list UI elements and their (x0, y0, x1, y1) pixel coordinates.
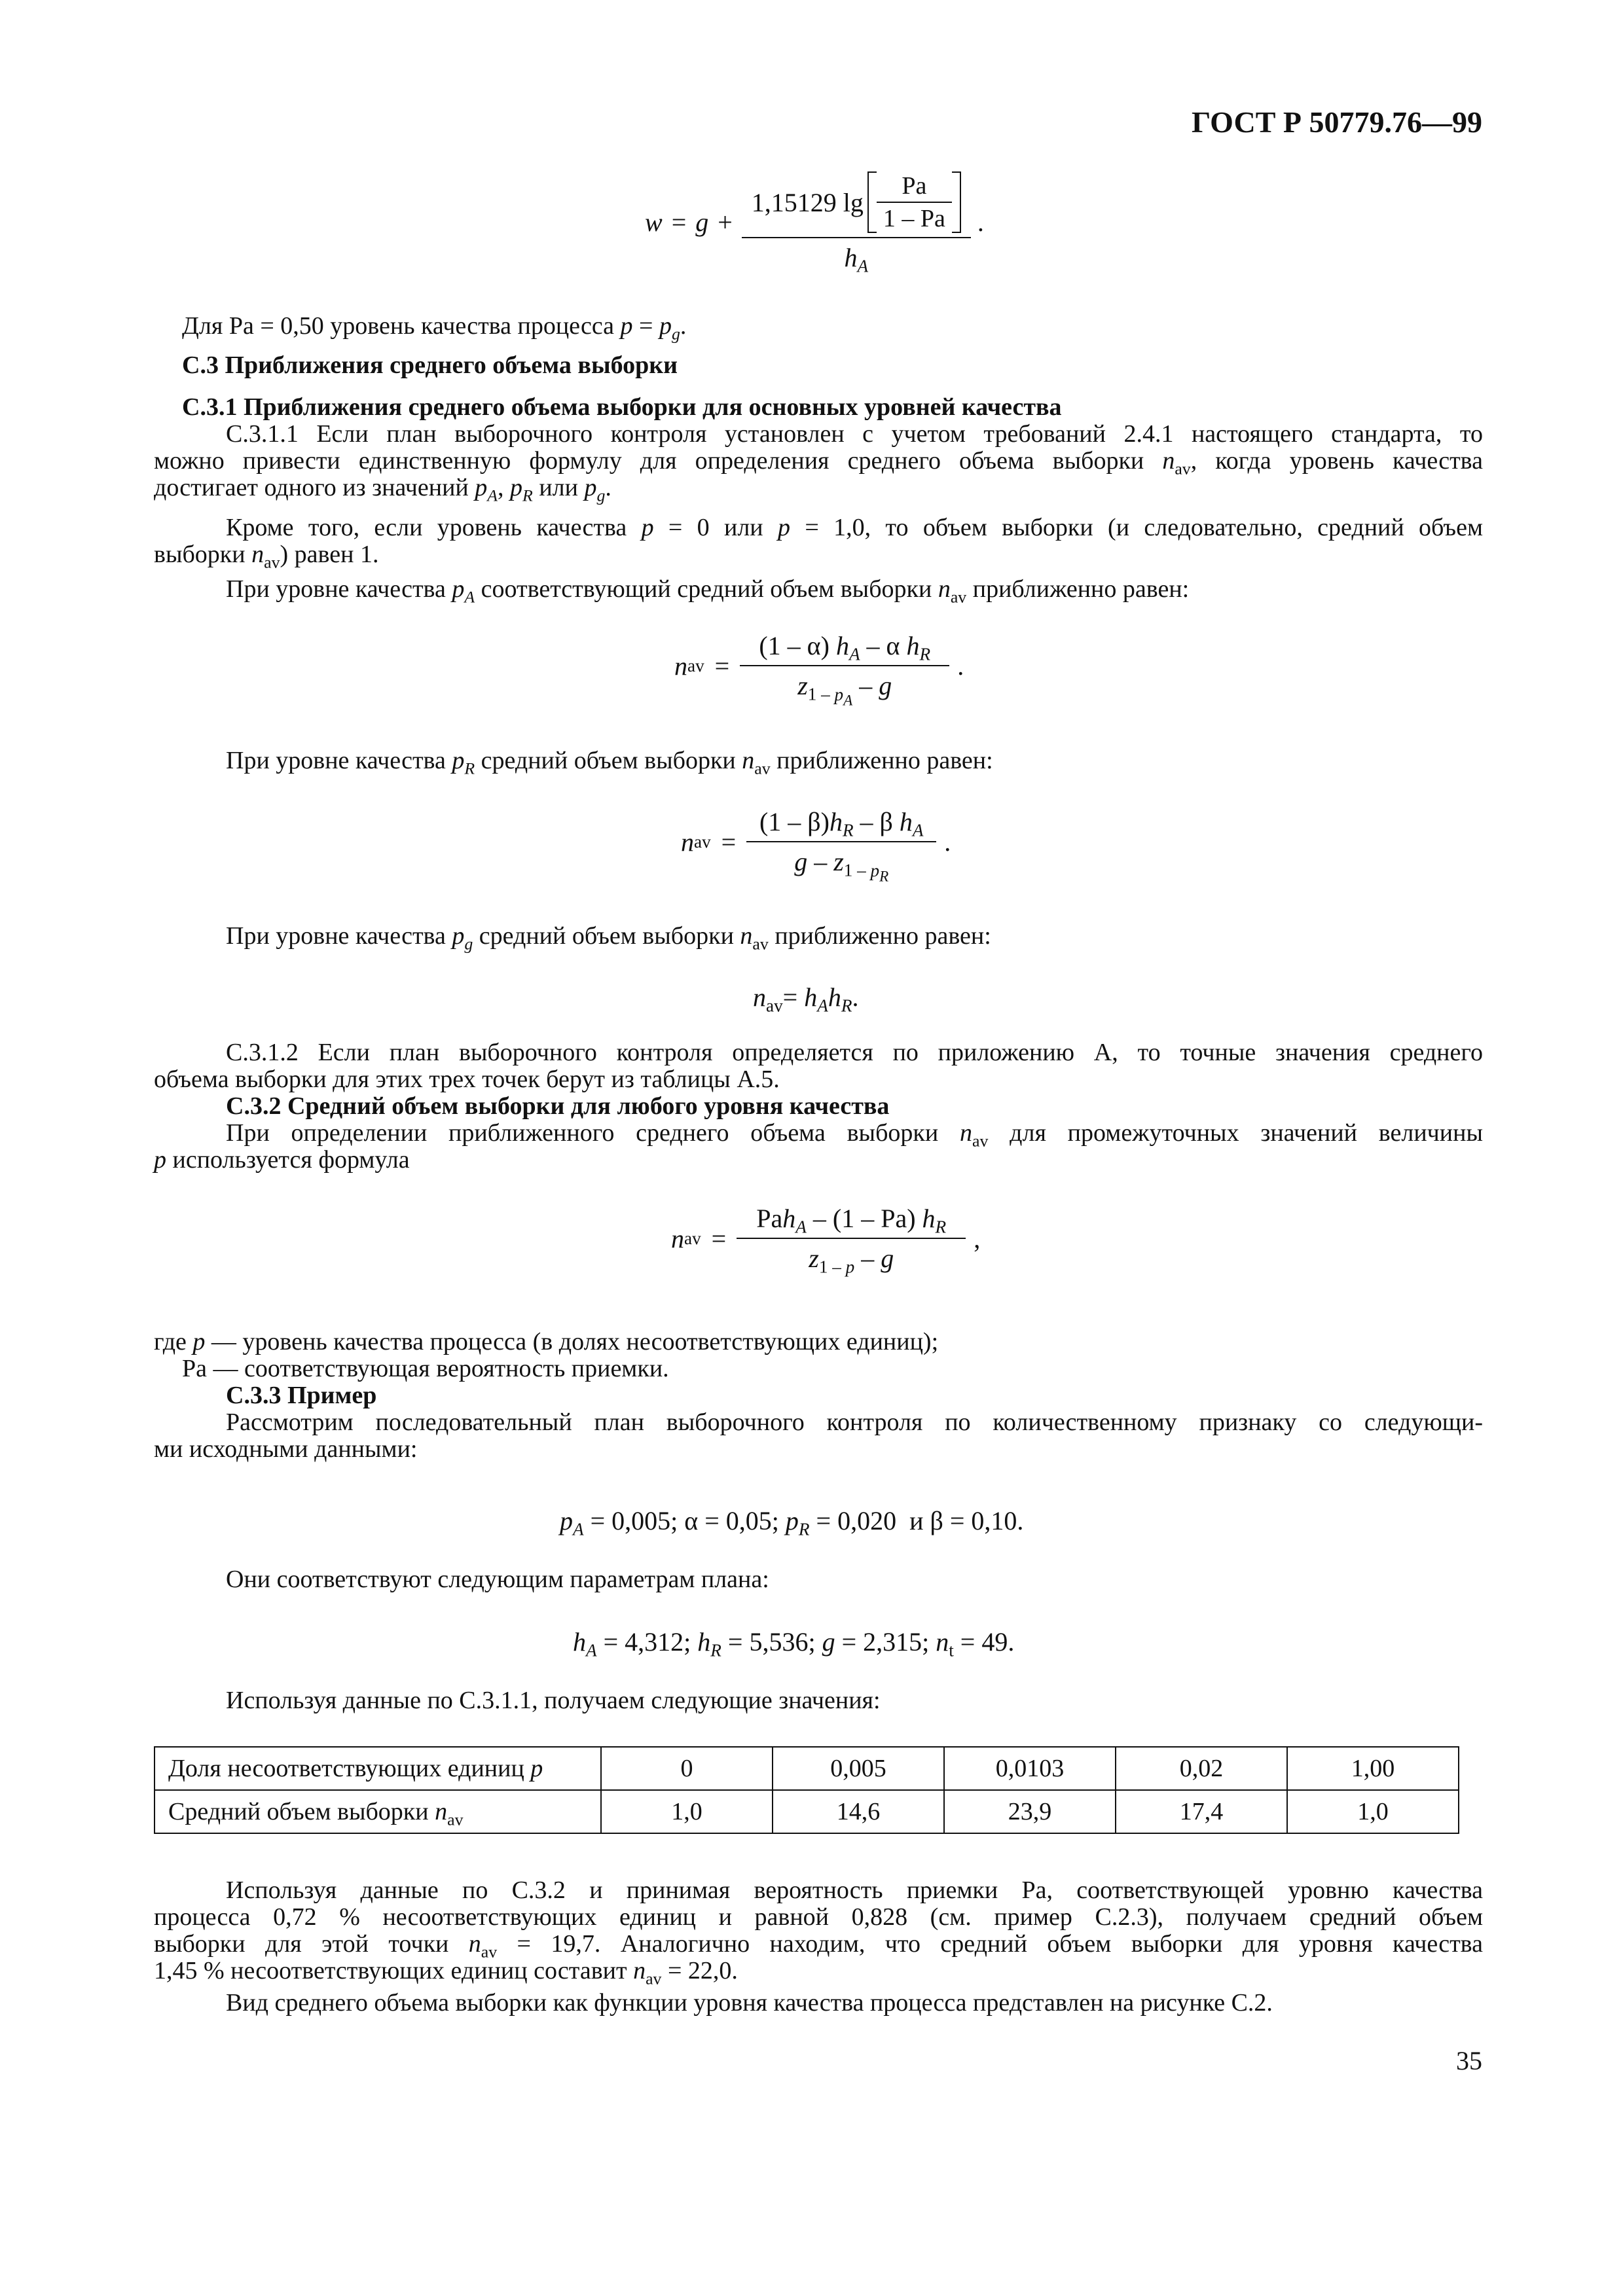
section-c32-title: С.3.2 Средний объем выборки для любого уровня качества (226, 1092, 890, 1120)
example-line1: Рассмотрим последовательный план выборочного контроля по количественному признаку со следующи- (226, 1408, 1483, 1436)
figure-reference: Вид среднего объема выборки как функции уровня качества процесса представлен на рисунке С.2. (226, 1989, 1273, 2017)
pa-note: Для Pa = 0,50 уровень качества процесса $p = p_g$. (182, 312, 687, 344)
final-line1: Используя данные по С.3.2 и принимая вероятность приемки Pa, соответствующей уровню качества (226, 1876, 1483, 1904)
formula-nav-pr: n av = $\frac{(1 - \beta)h_R - \beta h_A}{g - z_{1 - p_R}}$ . (681, 807, 951, 886)
formula-example-params: $h_A = 4,312$; $h_R = 5,536$; g = 2,315; $n_t = 49$. (573, 1627, 1015, 1660)
example-line2: ми исходными данными: (154, 1435, 418, 1463)
table-cell: 1,0 (1287, 1790, 1459, 1833)
pg-level-text: При уровне качества $p_g$ средний объем выборки $n_{av}$ приближенно равен: (226, 922, 991, 954)
section-c3-title: С.3 Приближения среднего объема выборки (182, 351, 678, 379)
pa-level-text: При уровне качества $p_A$ соответствующий средний объем выборки $n_{av}$ приближенно равен: (226, 575, 1190, 607)
formula-nav-pg: $n_{av}= h_Ah_R$. (753, 982, 859, 1016)
results-table (154, 1746, 1459, 1834)
final-line4: 1,45 % несоответствующих единиц составит $n_{av} = 22,0$. (154, 1957, 738, 1988)
c32-line2: p используется формула (154, 1146, 410, 1174)
table-row-quality (155, 1747, 1459, 1790)
params-intro: Они соответствуют следующим параметрам плана: (226, 1566, 769, 1593)
page-number: 35 (1456, 2046, 1482, 2075)
section-c31-title: С.3.1 Приближения среднего объема выборки для основных уровней качества (182, 393, 1062, 421)
formula-nav-pa: n av = $\frac{(1 - \alpha) h_A - \alpha h_R}{z_{1 - p_A} - g}$ . (674, 631, 964, 709)
final-line2: процесса 0,72 % несоответствующих единиц и равной 0,828 (см. пример С.2.3), получаем средний объем (154, 1903, 1483, 1931)
c311-line2: можно привести единственную формулу для определения среднего объема выборки $n_{av}$, когда уровень качества (154, 447, 1483, 478)
using-data-text: Используя данные по С.3.1.1, получаем следующие значения: (226, 1687, 881, 1714)
formula-nav-general: n av = $\frac{Pah_A - (1 - Pa) h_R}{z_{1 - p} - g}$ , (671, 1204, 981, 1277)
table-row-sample-size (155, 1790, 1459, 1833)
c32-line1: При определении приближенного среднего объема выборки $n_{av}$ для промежуточных значений величины (226, 1119, 1483, 1151)
where-p: где p — уровень качества процесса (в долях несоответствующих единиц); (154, 1328, 939, 1355)
c312-line1: С.3.1.2 Если план выборочного контроля определяется по приложению А, то точные значения среднего (226, 1039, 1483, 1066)
formula-example-input: $p_A = 0,005$; α = 0,05; $p_R = 0,020$ и β = 0,10. (560, 1506, 1024, 1539)
table-cell: 17,4 (1116, 1790, 1287, 1833)
table-cell: 1,0 (601, 1790, 773, 1833)
table-cell: 0,02 (1116, 1747, 1287, 1790)
pr-level-text: При уровне качества $p_R$ средний объем выборки $n_{av}$ приближенно равен: (226, 747, 993, 778)
table-cell: 23,9 (944, 1790, 1116, 1833)
c312-line2: объема выборки для этих трех точек берут из таблицы А.5. (154, 1066, 780, 1093)
c311-line1: С.3.1.1 Если план выборочного контроля установлен с учетом требований 2.4.1 настоящего стандарта, то (226, 420, 1483, 448)
table-cell: 0,0103 (944, 1747, 1116, 1790)
table-cell: 0,005 (773, 1747, 944, 1790)
also-line2: выборки $n_{av}$) равен 1. (154, 541, 379, 572)
table-cell: 0 (601, 1747, 773, 1790)
formula-w: w = g + 1,15129 lg $\frac{Pa}{1 - Pa}$ $h_A$ . (645, 172, 984, 276)
final-line3: выборки для этой точки $n_{av} = 19,7$. Аналогично находим, что средний объем выборки для уровня качества (154, 1930, 1483, 1962)
c311-line3: достигает одного из значений $p_A$, $p_R$ или $p_g$. (154, 474, 611, 505)
table-cell: 1,00 (1287, 1747, 1459, 1790)
row-label-quality: Доля несоответствующих единиц p (155, 1747, 601, 1790)
also-line1: Кроме того, если уровень качества p = 0 или p = 1,0, то объем выборки (и следовательно, средний объем (226, 514, 1483, 541)
section-c33-title: С.3.3 Пример (226, 1382, 377, 1409)
document-code: ГОСТ Р 50779.76—99 (1192, 105, 1482, 139)
where-pa: Pa — соответствующая вероятность приемки. (182, 1355, 669, 1382)
row-label-sample-size: Средний объем выборки $n_{av}$ (155, 1790, 601, 1833)
table-cell: 14,6 (773, 1790, 944, 1833)
